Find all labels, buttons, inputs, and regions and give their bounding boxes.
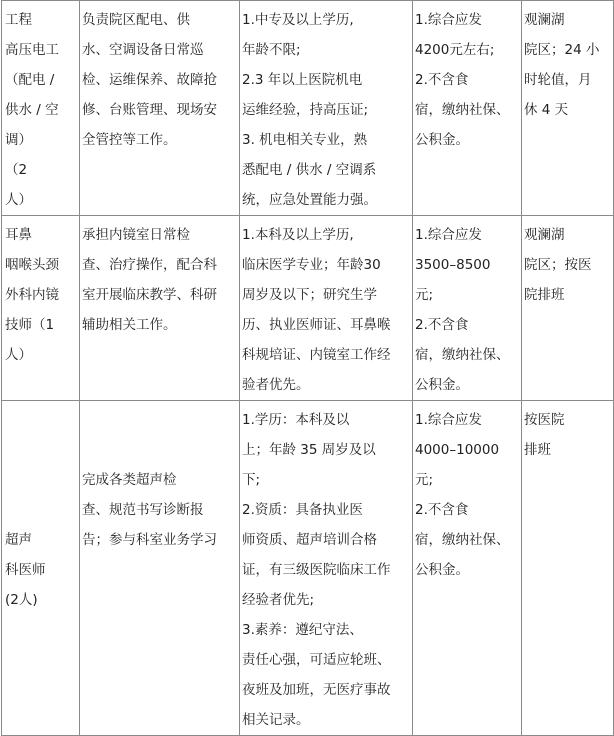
salary-cell: 1.综合应发 4000–10000 元; 2.不含食 宿，缴纳社保、 公积金。 xyxy=(413,401,522,736)
requirements-cell: 1.本科及以上学历, 临床医学专业；年龄30 周岁及以下；研究生学 历、执业医师证、耳鼻喉 科规培证、内镜室工作经 验者优先。 xyxy=(240,216,413,401)
position-cell: 耳鼻 咽喉头颈 外科内镜 技师（1 人） xyxy=(2,216,80,401)
table-row xyxy=(2,1,614,216)
duties-cell: 负责院区配电、供 水、空调设备日常巡 检、运维保养、故障抢 修、台账管理、现场安 全管控等工作。 xyxy=(80,1,240,216)
location-cell: 按医院 排班 xyxy=(522,401,614,736)
requirements-cell: 1.学历：本科及以 上；年龄 35 周岁及以 下; 2.资质：具备执业医 师资质、超声培训合格 证，有三级医院临床工作 经验者优先; 3.素养：遵纪守法、 责任心强，可适应轮班、 夜班及加班，无医疗事故 相关记录。 xyxy=(240,401,413,736)
location-cell: 观澜湖 院区；24 小 时轮值，月 休 4 天 xyxy=(522,1,614,216)
duties-cell: 完成各类超声检 查、规范书写诊断报 告；参与科室业务学习 xyxy=(80,401,240,736)
position-cell: 工程 高压电工 （配电 / 供水 / 空 调） （2 人） xyxy=(2,1,80,216)
position-cell: 超声 科医师 (2人) xyxy=(2,401,80,736)
location-cell: 观澜湖 院区；按医 院排班 xyxy=(522,216,614,401)
salary-cell: 1.综合应发 4200元左右; 2.不含食 宿，缴纳社保、 公积金。 xyxy=(413,1,522,216)
salary-cell: 1.综合应发 3500–8500 元; 2.不含食 宿，缴纳社保、 公积金。 xyxy=(413,216,522,401)
job-table xyxy=(1,0,614,736)
table-row xyxy=(2,401,614,736)
table-row xyxy=(2,216,614,401)
duties-cell: 承担内镜室日常检 查、治疗操作，配合科 室开展临床教学、科研 辅助相关工作。 xyxy=(80,216,240,401)
requirements-cell: 1.中专及以上学历, 年龄不限; 2.3 年以上医院机电 运维经验，持高压证; 3. 机电相关专业，熟 悉配电 / 供水 / 空调系 统，应急处置能力强。 xyxy=(240,1,413,216)
